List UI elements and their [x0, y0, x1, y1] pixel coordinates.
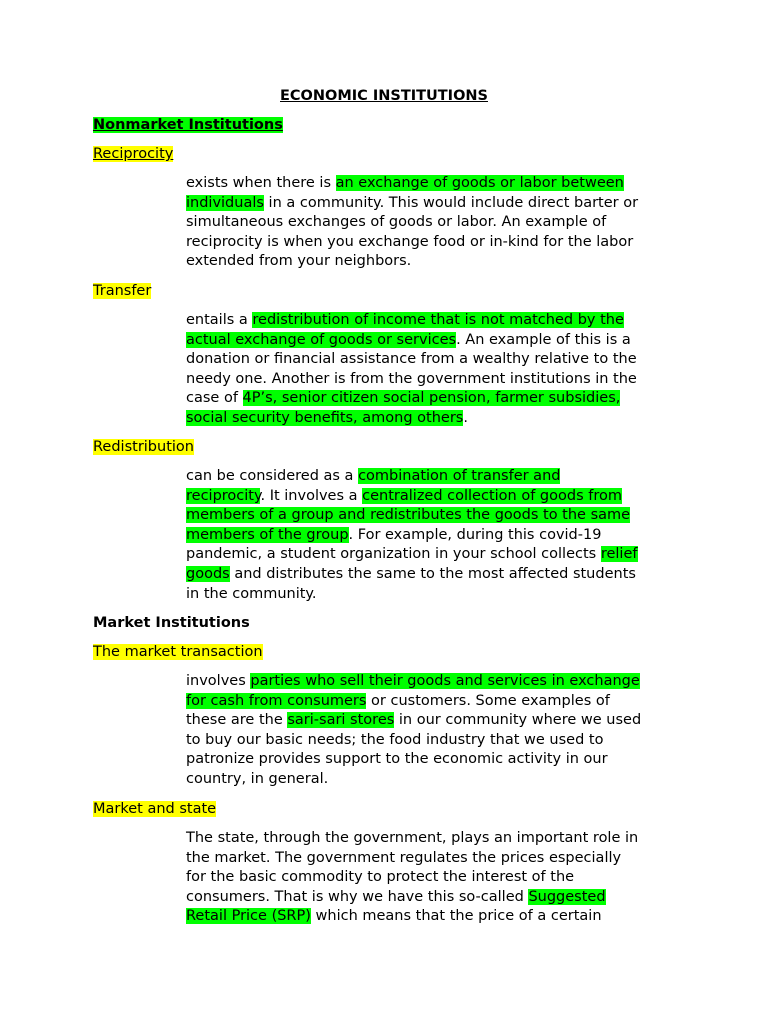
market-transaction-heading-text: The market transaction [93, 644, 263, 660]
reciprocity-heading [93, 145, 173, 164]
paragraph-line [186, 174, 676, 194]
market-state-paragraph [186, 829, 676, 927]
paragraph-line [186, 506, 676, 526]
nonmarket-heading-text: Nonmarket Institutions [93, 117, 283, 133]
body-text: in our community where we used [394, 712, 642, 729]
body-text: exists when there is [186, 175, 336, 191]
market-state-heading [93, 800, 216, 819]
body-text: . It involves a [260, 487, 363, 504]
paragraph-line [186, 829, 676, 849]
highlighted-text: centralized collection of goods from [362, 487, 622, 504]
body-text: pandemic, a student organization in your school collects [186, 546, 601, 563]
highlighted-text: redistribution of income that is not matched by the [252, 312, 624, 328]
body-text: to buy our basic needs; the food industry that we used to [186, 731, 604, 748]
highlighted-text: combination of transfer and [358, 468, 561, 484]
highlighted-text: 4P’s, senior citizen social pension, farmer subsidies, [242, 390, 621, 407]
market-transaction-heading [93, 643, 263, 662]
body-text: the market. The government regulates the prices especially [186, 849, 622, 866]
highlighted-text: Retail Price (SRP) [186, 908, 311, 925]
market-heading: Market Institutions [93, 615, 250, 631]
highlighted-text: sari-sari stores [287, 712, 395, 729]
paragraph-line [186, 233, 676, 253]
highlighted-text: relief [600, 546, 638, 563]
body-text: case of [186, 390, 243, 407]
body-text: needy one. Another is from the government institutions in the [186, 370, 637, 387]
body-text: can be considered as a [186, 468, 359, 484]
body-text: and distributes the same to the most affected students [229, 565, 636, 582]
transfer-heading-text: Transfer [93, 283, 152, 299]
redistribution-heading-text: Redistribution [93, 439, 194, 455]
body-text: in the community. [186, 585, 317, 602]
paragraph-line [186, 711, 676, 731]
body-text: which means that the price of a certain [310, 908, 602, 925]
body-text: involves [186, 673, 251, 689]
highlighted-text: parties who sell their goods and services in exchange [250, 673, 640, 689]
paragraph-line [186, 907, 676, 927]
body-text: . For example, during this covid-19 [348, 526, 602, 543]
paragraph-line [186, 565, 676, 585]
body-text: . [463, 409, 468, 426]
body-text: or customers. Some examples of [366, 692, 610, 709]
paragraph-line [186, 252, 676, 272]
highlighted-text: Suggested [528, 888, 606, 905]
paragraph-line [186, 750, 676, 770]
body-text: patronize provides support to the economic activity in our [186, 751, 608, 768]
body-text: country, in general. [186, 770, 329, 787]
paragraph-line [186, 585, 676, 605]
paragraph-line [186, 409, 676, 429]
paragraph-line [186, 849, 676, 869]
paragraph-line [186, 770, 676, 790]
highlighted-text: actual exchange of goods or services [186, 331, 457, 348]
body-text: for the basic commodity to protect the interest of the [186, 869, 575, 886]
paragraph-line [186, 311, 676, 331]
paragraph-line [186, 370, 676, 390]
body-text: extended from your neighbors. [186, 253, 412, 270]
paragraph-line [186, 545, 676, 565]
body-text: entails a [186, 312, 253, 328]
paragraph-line [186, 213, 676, 233]
body-text: these are the [186, 712, 288, 729]
highlighted-text: an exchange of goods or labor between [335, 175, 624, 191]
paragraph-line [186, 888, 676, 908]
highlighted-text: individuals [186, 194, 264, 211]
paragraph-line [186, 331, 676, 351]
reciprocity-paragraph [186, 174, 676, 272]
transfer-paragraph [186, 311, 676, 429]
reciprocity-heading-text: Reciprocity [93, 146, 174, 162]
transfer-heading [93, 282, 151, 301]
redistribution-paragraph [186, 467, 676, 604]
paragraph-line [186, 526, 676, 546]
paragraph-line [186, 868, 676, 888]
highlighted-text: members of the group [186, 526, 349, 543]
highlighted-text: for cash from consumers [186, 692, 367, 709]
body-text: simultaneous exchanges of goods or labor. An example of [186, 214, 607, 231]
body-text: consumers. That is why we have this so-called [186, 888, 529, 905]
market-state-heading-text: Market and state [93, 801, 217, 817]
body-text: The state, through the government, plays an important role in [186, 830, 639, 846]
paragraph-line [186, 389, 676, 409]
body-text: donation or financial assistance from a wealthy relative to the [186, 351, 637, 368]
paragraph-line [186, 692, 676, 712]
paragraph-line [186, 194, 676, 214]
highlighted-text: members of a group and redistributes the goods to the same [186, 507, 631, 524]
body-text: reciprocity is when you exchange food or in-kind for the labor [186, 233, 634, 250]
paragraph-line [186, 487, 676, 507]
redistribution-heading [93, 438, 194, 457]
paragraph-line [186, 350, 676, 370]
highlighted-text: reciprocity [186, 487, 261, 504]
paragraph-line [186, 731, 676, 751]
paragraph-line [186, 467, 676, 487]
paragraph-line [186, 672, 676, 692]
body-text: . An example of this is a [456, 331, 631, 348]
highlighted-text: social security benefits, among others [186, 409, 464, 426]
market-transaction-paragraph [186, 672, 676, 790]
body-text: in a community. This would include direct barter or [263, 194, 639, 211]
page-title: ECONOMIC INSTITUTIONS [280, 88, 488, 104]
nonmarket-heading [93, 116, 283, 135]
highlighted-text: goods [186, 565, 230, 582]
